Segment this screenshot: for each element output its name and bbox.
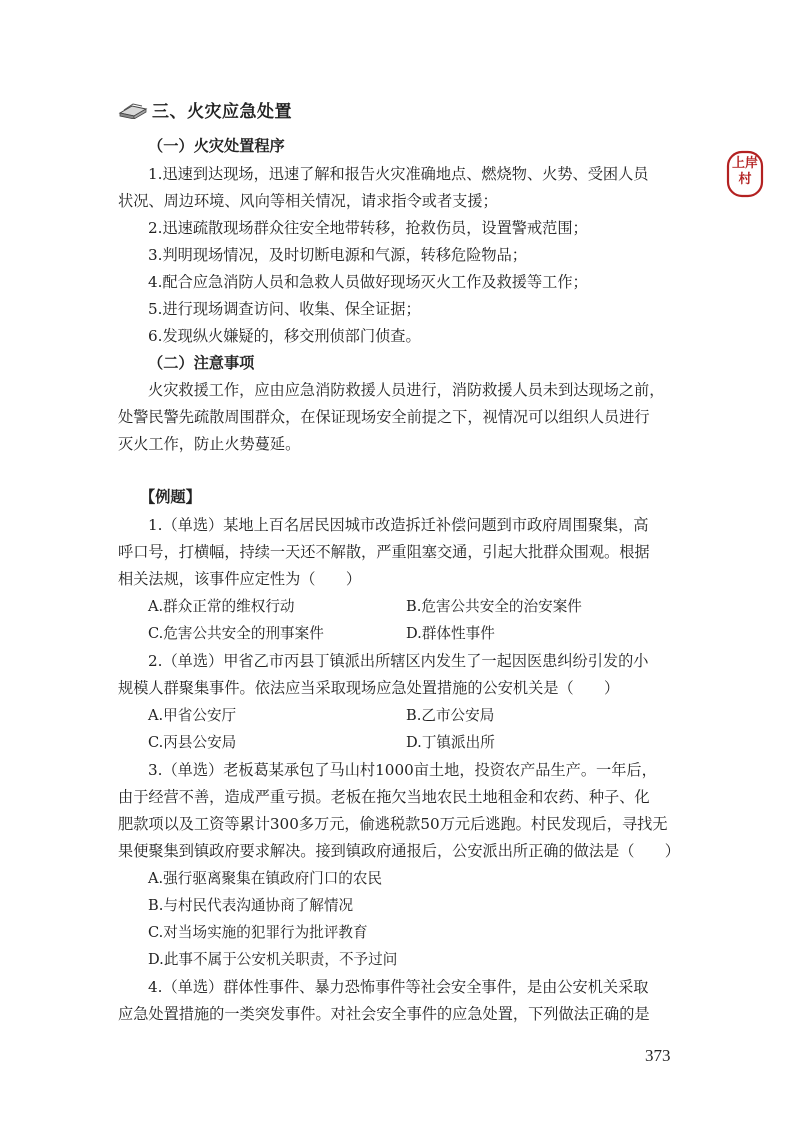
question-line: 1.（单选）某地上百名居民因城市改造拆迁补偿问题到市政府周围聚集，高	[148, 516, 649, 534]
notes-heading: （二）注意事项	[148, 354, 255, 372]
seal-text-top: 上岸	[731, 156, 758, 171]
notes-line: 灭火工作，防止火势蔓延。	[118, 435, 301, 453]
option-a: A.群众正常的维权行动	[148, 598, 295, 615]
notes-line: 火灾救援工作，应由应急消防救援人员进行，消防救援人员未到达现场之前，	[148, 381, 665, 399]
seal-text-bottom: 村	[738, 172, 752, 187]
option-a: A.甲省公安厅	[148, 707, 237, 724]
question-line: 肥款项以及工资等累计300多万元，偷逃税款50万元后逃跑。村民发现后，寻找无	[118, 815, 668, 833]
question-line: 应急处置措施的一类突发事件。对社会安全事件的应急处置，下列做法正确的是	[118, 1005, 650, 1023]
question-line: 2.（单选）甲省乙市丙县丁镇派出所辖区内发生了一起因医患纠纷引发的小	[148, 652, 649, 670]
procedure-line: 1.迅速到达现场，迅速了解和报告火灾准确地点、燃烧物、火势、受困人员	[148, 165, 649, 183]
option-d: D.此事不属于公安机关职责，不予过问	[148, 951, 398, 968]
procedure-line: 2.迅速疏散现场群众往安全地带转移，抢救伤员，设置警戒范围；	[148, 219, 588, 237]
option-b: B.与村民代表沟通协商了解情况	[148, 897, 354, 914]
question-line: 4.（单选）群体性事件、暴力恐怖事件等社会安全事件，是由公安机关采取	[148, 978, 649, 996]
page-number: 373	[645, 1046, 671, 1065]
option-d: D.群体性事件	[406, 625, 495, 642]
seal-stamp	[726, 150, 764, 198]
procedure-line: 5.进行现场调查访问、收集、保全证据；	[148, 300, 421, 318]
procedure-heading: （一）火灾处置程序	[148, 137, 285, 155]
option-c: C.对当场实施的犯罪行为批评教育	[148, 924, 368, 941]
procedure-line: 4.配合应急消防人员和急救人员做好现场灭火工作及救援等工作；	[148, 273, 588, 291]
question-line: 3.（单选）老板葛某承包了马山村1000亩土地，投资农产品生产。一年后，	[148, 761, 657, 779]
question-line: 由于经营不善，造成严重亏损。老板在拖欠当地农民土地租金和农药、种子、化	[118, 788, 650, 806]
procedure-line: 状况、周边环境、风向等相关情况，请求指令或者支援；	[118, 192, 498, 210]
option-c: C.丙县公安局	[148, 734, 237, 751]
question-line: 呼口号，打横幅，持续一天还不解散，严重阻塞交通，引起大批群众围观。根据	[118, 543, 650, 561]
section-title: 三、火灾应急处置	[152, 102, 292, 122]
section-heading	[118, 97, 292, 122]
option-c: C.危害公共安全的刑事案件	[148, 625, 324, 642]
option-b: B.乙市公安局	[406, 707, 495, 724]
examples-heading: 【例题】	[140, 488, 201, 506]
procedure-line: 6.发现纵火嫌疑的，移交刑侦部门侦查。	[148, 327, 421, 345]
notes-line: 处警民警先疏散周围群众，在保证现场安全前提之下，视情况可以组织人员进行	[118, 408, 650, 426]
option-a: A.强行驱离聚集在镇政府门口的农民	[148, 870, 383, 887]
question-line: 规模人群聚集事件。依法应当采取现场应急处置措施的公安机关是（ ）	[118, 679, 620, 697]
option-d: D.丁镇派出所	[406, 734, 495, 751]
procedure-line: 3.判明现场情况，及时切断电源和气源，转移危险物品；	[148, 246, 527, 264]
option-b: B.危害公共安全的治安案件	[406, 598, 582, 615]
question-line: 果便聚集到镇政府要求解决。接到镇政府通报后，公安派出所正确的做法是（ ）	[118, 842, 680, 860]
book-stack-icon	[118, 101, 148, 119]
question-line: 相关法规，该事件应定性为（ ）	[118, 570, 361, 588]
